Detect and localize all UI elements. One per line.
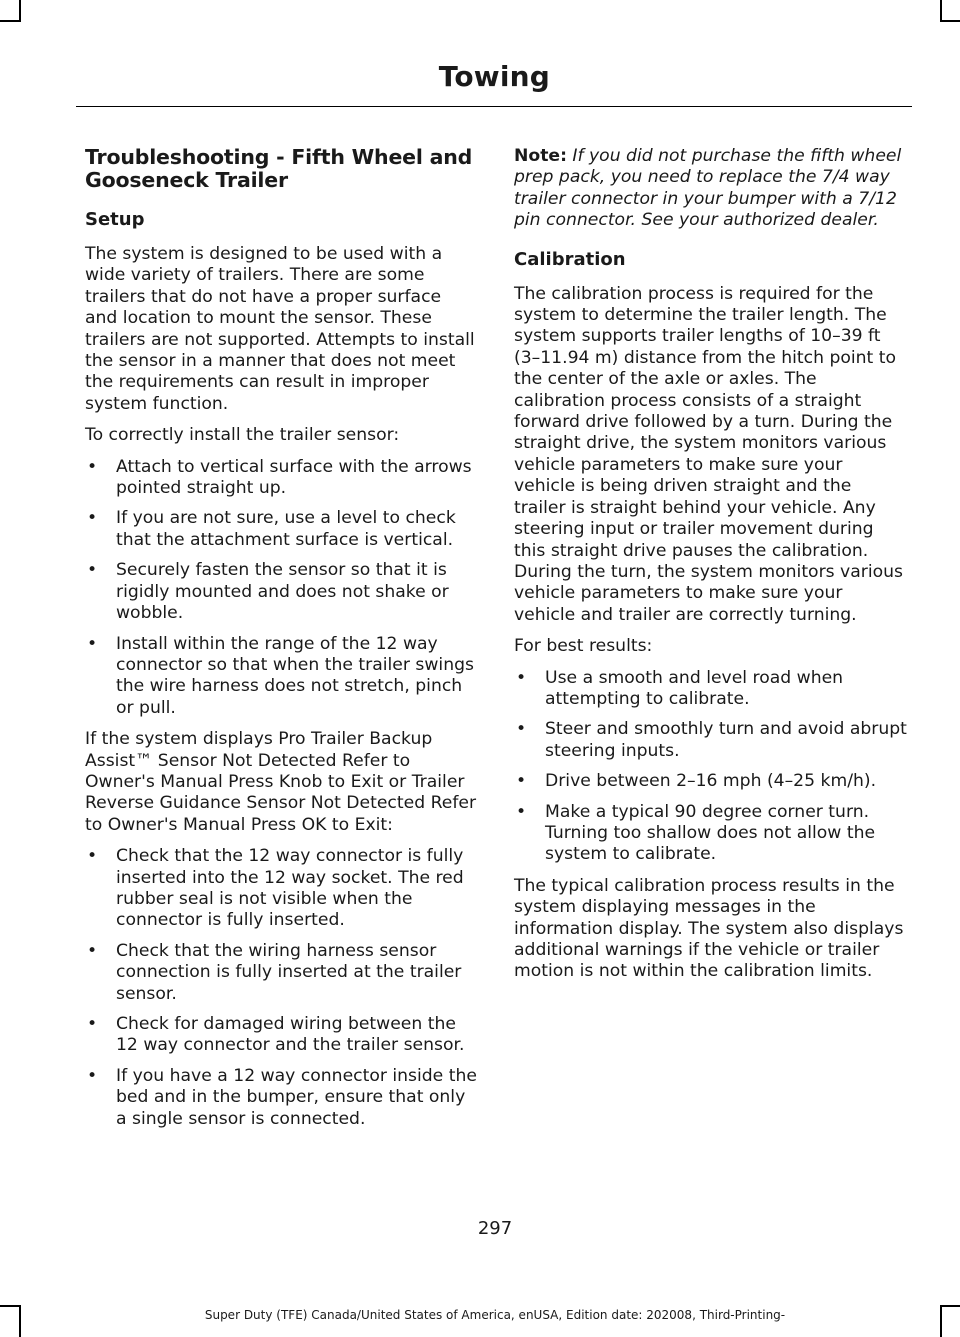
note-paragraph <box>514 146 908 232</box>
crop-mark <box>940 20 960 22</box>
check-list <box>85 846 477 1130</box>
crop-mark <box>0 1305 21 1307</box>
list-item: • Attach to vertical surface with the arrows pointed straight up. <box>87 456 472 499</box>
setup-heading: Setup <box>85 209 145 230</box>
crop-mark <box>19 0 21 22</box>
setup-intro: The system is designed to be used with a wide variety of trailers. There are some trailers that do not have a proper surface and location to mount the sensor. These trailers are not supported. Attempts to install the sensor in a manner that does not meet the requirements can result in improper system function. <box>85 244 475 414</box>
left-column <box>85 146 477 1140</box>
page-number: 297 <box>477 1218 513 1239</box>
section-title: Troubleshooting - Fifth Wheel and Gooseneck Trailer <box>85 145 473 192</box>
list-item: • Check that the wiring harness sensor connection is fully inserted at the trailer sensor. <box>87 940 462 1004</box>
bullet-icon: • <box>87 456 98 477</box>
install-list <box>85 457 477 719</box>
crop-mark <box>940 1305 960 1307</box>
bullet-icon: • <box>87 560 98 581</box>
best-results-lead: For best results: <box>514 636 653 657</box>
list-item: • Drive between 2–16 mph (4–25 km/h). <box>516 771 877 792</box>
bullet-icon: • <box>87 846 98 867</box>
list-item: • If you are not sure, use a level to check that the attachment surface is vertical. <box>87 508 456 550</box>
display-lead: If the system displays Pro Trailer Backup Assist™ Sensor Not Detected Refer to Owner's Manual Press Knob to Exit or Trailer Reverse Guidance Sensor Not Detected Refer to Owner's Manual Press OK to Exit: <box>85 729 477 835</box>
right-column <box>514 146 908 993</box>
closing-paragraph: The typical calibration process results in the system displaying messages in the information display. The system also displays additional warnings if the vehicle or trailer motion is not within the calibration limits. <box>514 875 904 982</box>
crop-mark <box>0 20 21 22</box>
crop-mark <box>940 0 942 22</box>
note-text: If you did not purchase the fifth wheel prep pack, you need to replace the 7/4 way trailer connector in your bumper with a 7/12 pin connector. See your authorized dealer. <box>514 146 902 231</box>
bullet-icon: • <box>516 667 527 688</box>
list-item: • If you have a 12 way connector inside the bed and in the bumper, ensure that only a single sensor is connected. <box>87 1065 477 1129</box>
bullet-icon: • <box>87 940 98 961</box>
bullet-icon: • <box>516 801 527 822</box>
bullet-icon: • <box>87 633 98 654</box>
list-item: • Check that the 12 way connector is fully inserted into the 12 way socket. The red rubber seal is not visible when the connector is fully inserted. <box>87 846 464 931</box>
list-item: • Check for damaged wiring between the 12 way connector and the trailer sensor. <box>87 1014 465 1056</box>
list-item: • Make a typical 90 degree corner turn. Turning too shallow does not allow the system to calibrate. <box>516 801 876 865</box>
page-header-title: Towing <box>438 60 550 93</box>
list-item: • Use a smooth and level road when attempting to calibrate. <box>516 667 844 709</box>
list-item: • Install within the range of the 12 way connector so that when the trailer swings the wire harness does not stretch, pinch or pull. <box>87 633 474 718</box>
footer-text: Super Duty (TFE) Canada/United States of America, enUSA, Edition date: 202008, Third-Printing- <box>204 1308 786 1322</box>
header-rule <box>76 106 912 107</box>
bullet-icon: • <box>87 1065 98 1086</box>
calibration-text: The calibration process is required for the system to determine the trailer length. The system supports trailer lengths of 10–39 ft (3–11.94 m) distance from the hitch point to the center of the axle or axles. The calibration process consists of a straight forward drive followed by a turn. During the straight drive, the system monitors various vehicle parameters to make sure your vehicle is being driven straight and the trailer is straight behind your vehicle. Any steering input or trailer movement during this straight drive pauses the calibration. During the turn, the system monitors various vehicle parameters to make sure your vehicle and trailer are correctly turning. <box>514 283 903 625</box>
bullet-icon: • <box>516 771 527 792</box>
note-label: Note: <box>514 146 567 166</box>
best-results-list <box>514 668 908 866</box>
bullet-icon: • <box>516 719 527 740</box>
calibration-heading: Calibration <box>514 248 626 270</box>
bullet-icon: • <box>87 1014 98 1034</box>
install-lead: To correctly install the trailer sensor: <box>85 425 400 446</box>
bullet-icon: • <box>87 508 98 529</box>
list-item: • Steer and smoothly turn and avoid abrupt steering inputs. <box>516 719 907 761</box>
list-item: • Securely fasten the sensor so that it is rigidly mounted and does not shake or wobble. <box>87 560 449 624</box>
